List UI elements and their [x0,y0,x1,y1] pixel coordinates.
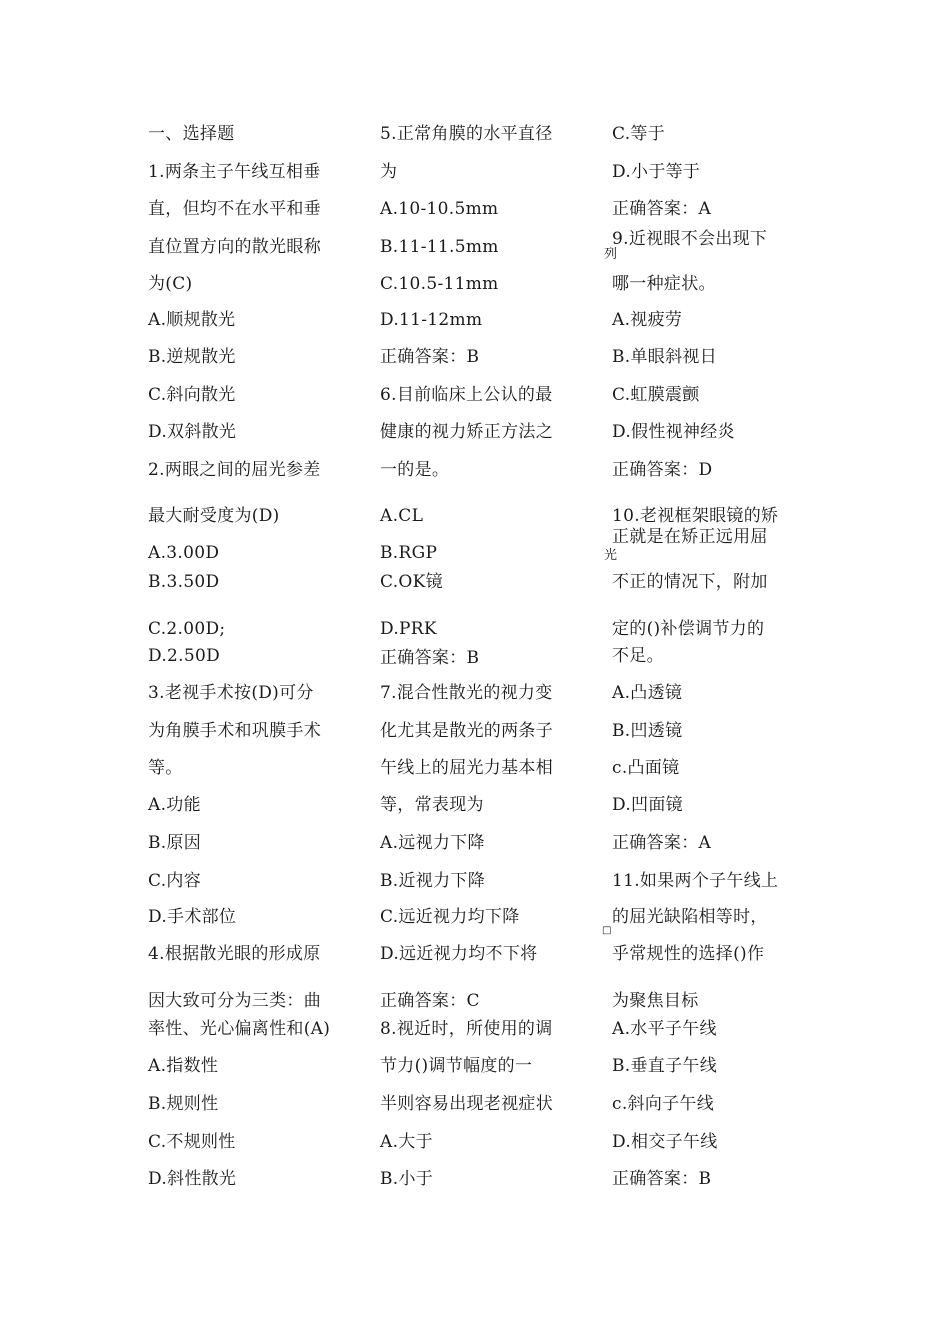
text-line: 10.老视框架眼镜的矫 [612,506,779,526]
text-line: B.逆规散光 [148,347,236,367]
text-line: 不正的情况下，附加 [612,572,768,592]
text-line: C.OK镜 [380,572,443,592]
text-line: B.小于 [380,1169,434,1189]
text-column-right [602,0,840,1344]
text-line: C.内容 [148,871,202,891]
text-line: A.凸透镜 [612,683,683,703]
text-line: 为角膜手术和巩膜手术 [148,721,321,741]
text-line: 11.如果两个子午线上 [612,871,779,891]
text-line: D.假性视神经炎 [612,422,735,442]
text-line: 为 [380,162,398,182]
text-line: D.手术部位 [148,907,237,927]
text-line: 正确答案：A [612,199,712,219]
text-line: 直位置方向的散光眼称 [148,237,321,257]
text-line: 哪一种症状。 [612,274,716,294]
text-line: A.功能 [148,795,201,815]
text-line: 最大耐受度为(D) [148,506,280,526]
text-line: A.指数性 [148,1056,219,1076]
text-line: c.斜向子午线 [612,1094,715,1114]
text-line: 不足。 [612,646,664,666]
text-column-left [148,0,376,1344]
text-line: D.PRK [380,619,437,639]
text-line: A.10-10.5mm [380,199,499,219]
text-line: 等。 [148,758,183,778]
text-line: D.凹面镜 [612,795,683,815]
text-line: A.大于 [380,1132,433,1152]
text-line: B.11-11.5mm [380,237,499,257]
text-line: 正确答案：C [380,991,480,1011]
text-line: B.原因 [148,833,202,853]
text-line: 一、选择题 [148,124,235,144]
text-line: 为聚焦目标 [612,991,699,1011]
text-line: 正确答案：D [612,460,713,480]
text-line: D.小于等于 [612,162,701,182]
text-line: 的屈光缺陷相等时， [612,907,768,927]
text-line: C.2.00D; [148,619,226,639]
text-line: 正确答案：B [612,1169,712,1189]
text-line: D.11-12mm [380,310,483,330]
text-line: C.不规则性 [148,1132,236,1152]
text-line: 5.正常角膜的水平直径 [380,124,553,144]
text-line: C.等于 [612,124,666,144]
text-line: 半则容易出现老视症状 [380,1094,553,1114]
text-line: D.相交子午线 [612,1132,718,1152]
text-line: 2.两眼之间的屈光参差 [148,460,321,480]
text-line: A.水平子午线 [612,1019,717,1039]
text-line: B.单眼斜视日 [612,347,717,367]
text-line: B.垂直子午线 [612,1056,717,1076]
text-line: 1.两条主子午线互相垂 [148,162,321,182]
text-line: 节力()调节幅度的一 [380,1056,533,1076]
text-line: A.远视力下降 [380,833,485,853]
text-line: C.远近视力均下降 [380,907,520,927]
text-line: 正确答案：B [380,347,480,367]
text-line: 为(C) [148,274,193,294]
text-line: 7.混合性散光的视力变 [380,683,553,703]
text-line: 正就是在矫正远用屈 [612,527,768,547]
text-line: 一的是。 [380,460,450,480]
text-line: 因大致可分为三类：曲 [148,991,321,1011]
text-line: A.3.00D [148,543,220,563]
text-line: B.3.50D [148,572,220,592]
text-line: C.虹膜震颤 [612,385,700,405]
text-line: A.CL [380,506,424,526]
text-column-middle [380,0,608,1344]
text-line: 4.根据散光眼的形成原 [148,944,321,964]
text-line: 等，常表现为 [380,795,484,815]
text-line: 8.视近时，所使用的调 [380,1019,553,1039]
text-line: D.斜性散光 [148,1169,237,1189]
text-line: B.近视力下降 [380,871,485,891]
text-line: 健康的视力矫正方法之 [380,422,553,442]
text-line: B.规则性 [148,1094,219,1114]
text-line: D.远近视力均不下将 [380,944,538,964]
text-line: D.双斜散光 [148,422,237,442]
text-line: 9.近视眼不会出现下 [612,229,768,249]
text-line: 列 [604,247,618,262]
text-line: B.凹透镜 [612,721,683,741]
text-line: 乎常规性的选择()作 [612,944,765,964]
text-line: 6.目前临床上公认的最 [380,385,553,405]
text-line: 化尤其是散光的两条子 [380,721,553,741]
text-line: 定的()补偿调节力的 [612,619,765,639]
text-line: □ [602,925,612,936]
text-line: C.斜向散光 [148,385,236,405]
text-line: 率性、光心偏离性和(A) [148,1019,331,1039]
text-line: 正确答案：B [380,648,480,668]
text-line: 正确答案：A [612,833,712,853]
text-line: A.视疲劳 [612,310,683,330]
text-line: c.凸面镜 [612,758,680,778]
text-line: A.顺规散光 [148,310,236,330]
text-line: 光 [604,548,618,563]
text-line: B.RGP [380,543,438,563]
text-line: C.10.5-11mm [380,274,499,294]
text-line: 午线上的屈光力基本相 [380,758,553,778]
text-line: D.2.50D [148,646,221,666]
text-line: 3.老视手术按(D)可分 [148,683,314,703]
text-line: 直，但均不在水平和垂 [148,199,321,219]
